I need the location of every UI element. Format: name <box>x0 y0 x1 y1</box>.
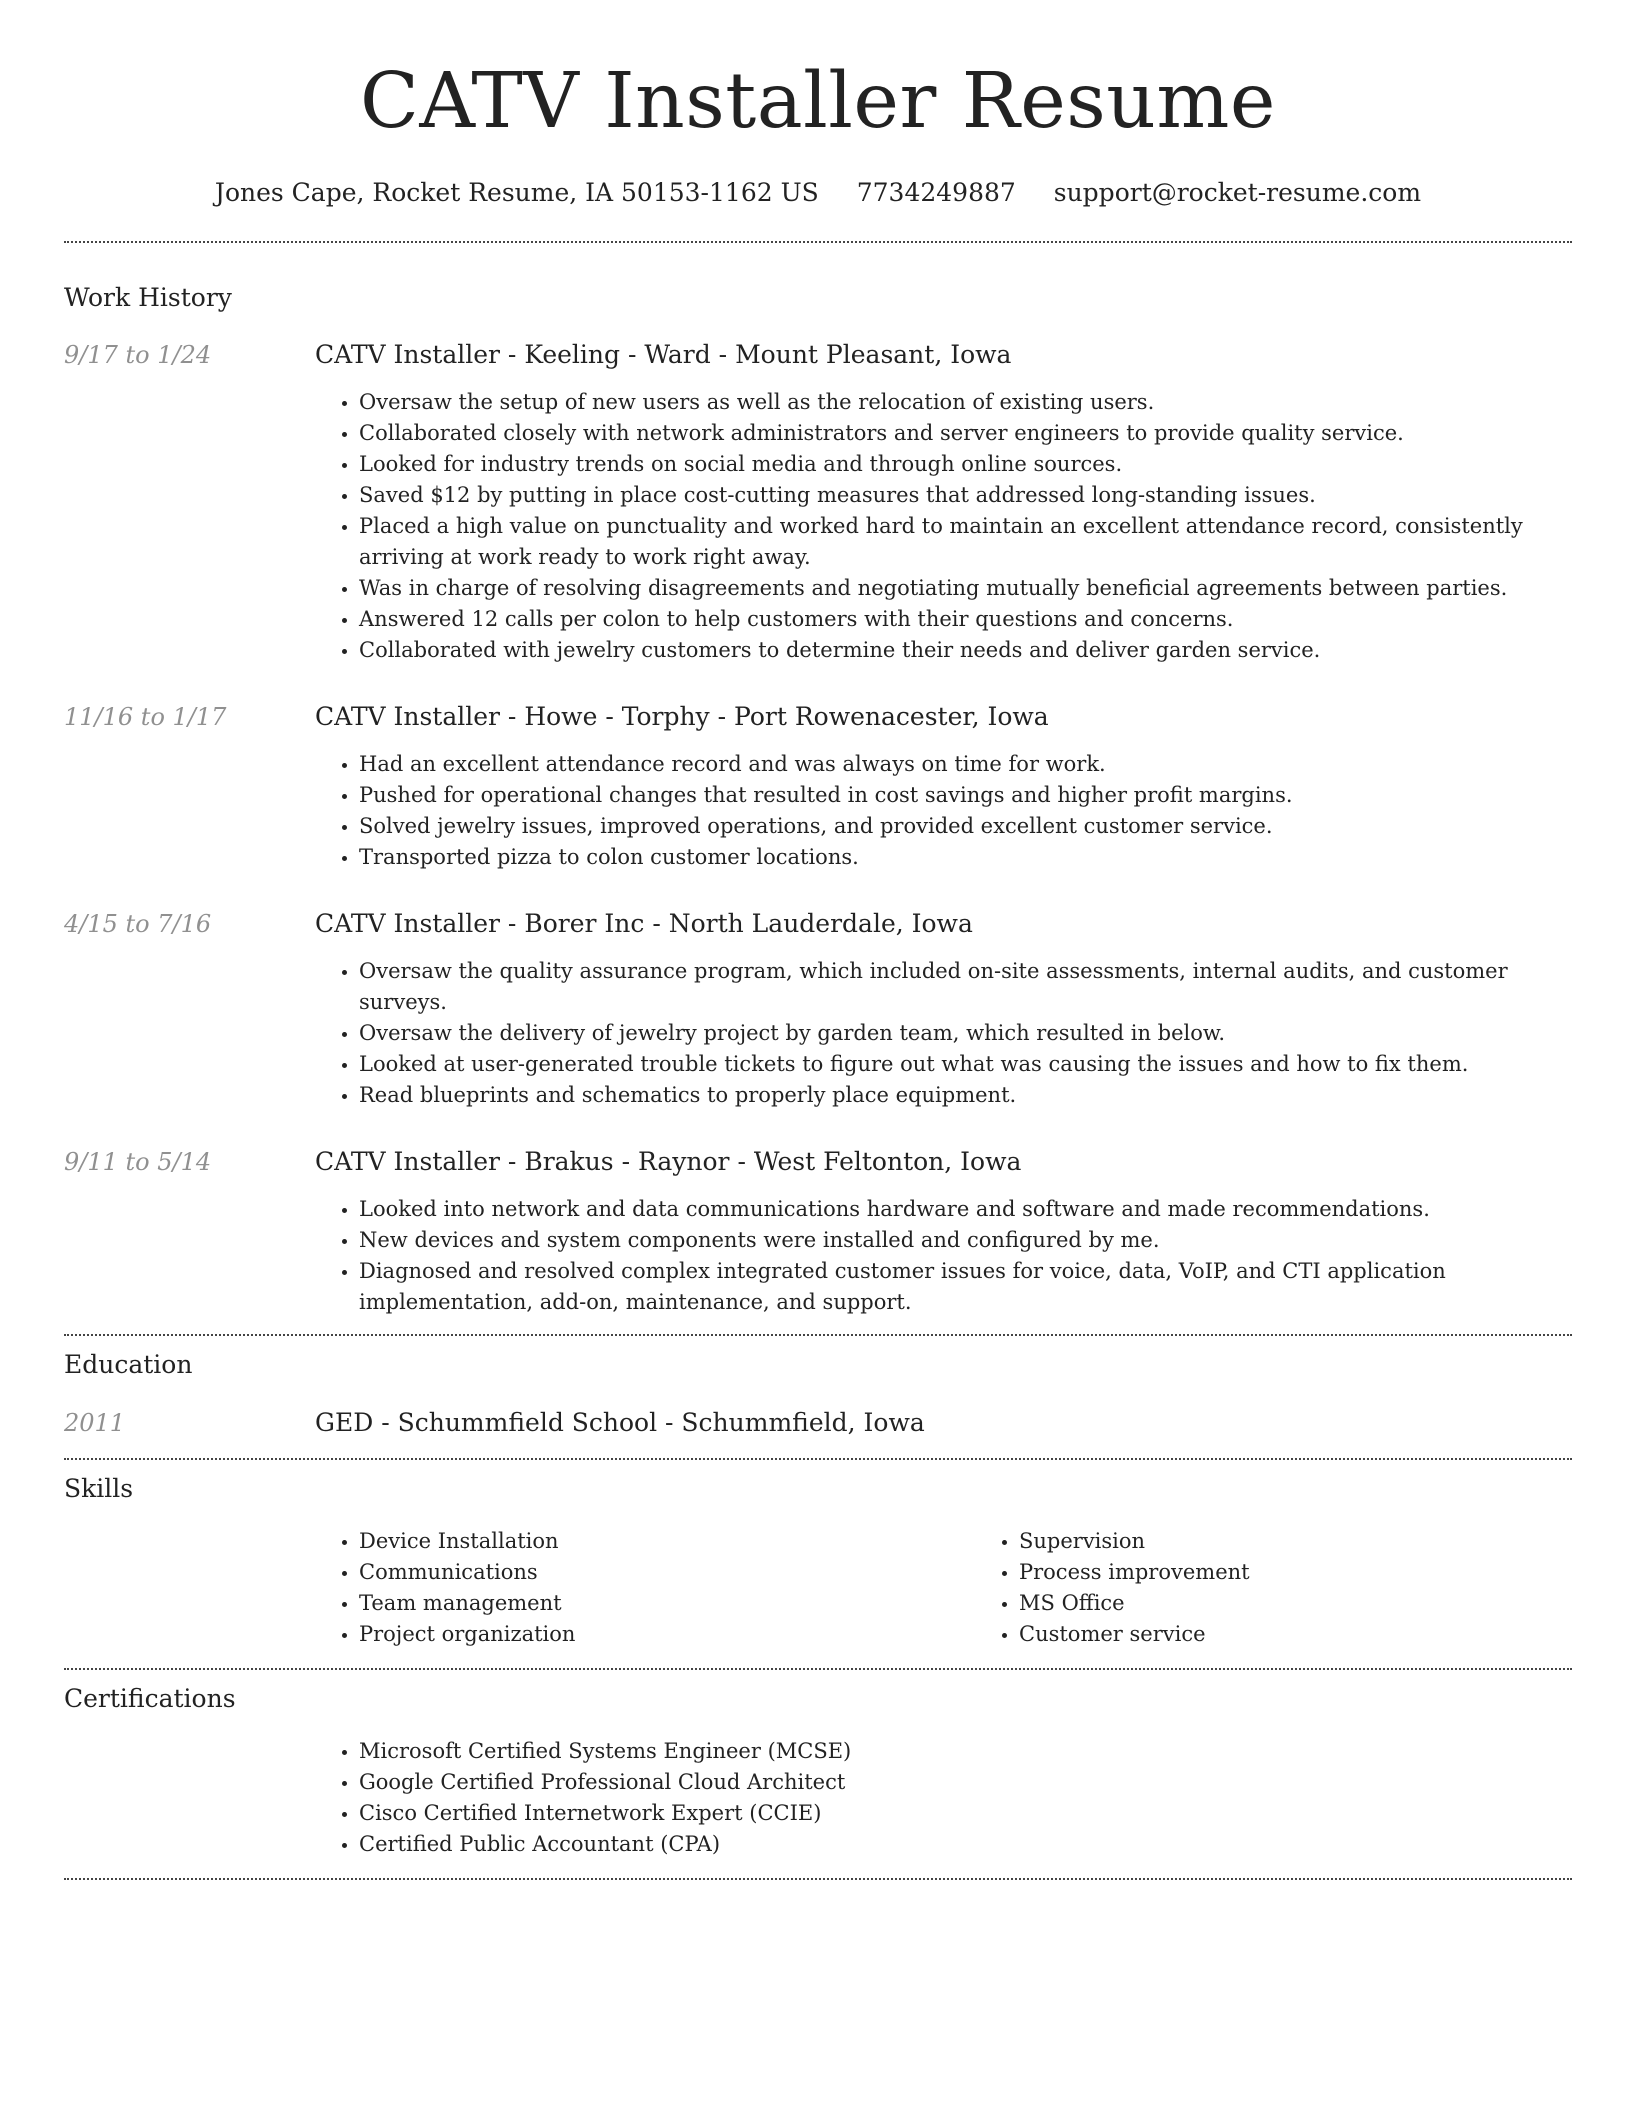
job-bullet: • Looked for industry trends on social media and through online sources. <box>359 449 1572 480</box>
job-bullet: • Oversaw the delivery of jewelry project by garden team, which resulted in below. <box>359 1018 1572 1049</box>
job-dates: 9/17 to 1/24 <box>64 341 212 369</box>
skills-list-left <box>315 1526 975 1650</box>
resume-title: CATV Installer Resume <box>360 57 1276 146</box>
job-bullets <box>315 387 1572 666</box>
job-bullet: • Answered 12 calls per colon to help customers with their questions and concerns. <box>359 604 1572 635</box>
education-year: 2011 <box>64 1409 126 1437</box>
section-title-work-history: Work History <box>64 283 232 312</box>
skills-grid <box>315 1526 1632 1650</box>
contact-phone: 7734249887 <box>856 178 1016 207</box>
job-heading: CATV Installer - Brakus - Raynor - West Feltonton, Iowa <box>315 1147 1022 1176</box>
job-bullet: • Had an excellent attendance record and was always on time for work. <box>359 749 1572 780</box>
job-entry <box>64 1145 1572 1318</box>
skills-list-right <box>975 1526 1632 1650</box>
resume-page <box>64 0 1572 2112</box>
skills-section <box>64 1472 1572 1650</box>
contact-address: Jones Cape, Rocket Resume, IA 50153-1162 US <box>214 178 819 207</box>
job-bullet: • Saved $12 by putting in place cost-cutting measures that addressed long-standing issues. <box>359 480 1572 511</box>
job-entry <box>64 700 1572 873</box>
certification-item: • Microsoft Certified Systems Engineer (MCSE) <box>359 1736 1572 1767</box>
section-divider <box>64 1878 1572 1880</box>
certification-item: • Cisco Certified Internetwork Expert (CCIE) <box>359 1798 1572 1829</box>
education-entry <box>64 1406 1572 1440</box>
skills-entry <box>64 1526 1572 1650</box>
job-body <box>315 1145 1572 1318</box>
job-dates: 11/16 to 1/17 <box>64 703 227 731</box>
skill-item: • Project organization <box>359 1619 975 1650</box>
job-dates: 9/11 to 5/14 <box>64 1148 212 1176</box>
certifications-body <box>315 1736 1572 1860</box>
job-body <box>315 907 1572 1111</box>
job-bullet: • Oversaw the setup of new users as well as the relocation of existing users. <box>359 387 1572 418</box>
contact-email: support@rocket-resume.com <box>1053 178 1422 207</box>
job-bullet: • Read blueprints and schematics to properly place equipment. <box>359 1080 1572 1111</box>
job-bullet: • Placed a high value on punctuality and worked hard to maintain an excellent attendance record, consistently arriving at work ready to work right away. <box>359 511 1572 573</box>
section-title-skills: Skills <box>64 1474 134 1503</box>
education-body <box>315 1406 1572 1440</box>
job-bullet: • Diagnosed and resolved complex integrated customer issues for voice, data, VoIP, and CTI application implementation, add-on, maintenance, and support. <box>359 1256 1572 1318</box>
education-degree: GED - Schummfield School - Schummfield, Iowa <box>315 1408 925 1437</box>
header-divider <box>64 241 1572 243</box>
job-bullet: • Transported pizza to colon customer locations. <box>359 842 1572 873</box>
skill-item: • Communications <box>359 1557 975 1588</box>
job-bullet: • Pushed for operational changes that resulted in cost savings and higher profit margins. <box>359 780 1572 811</box>
skill-item: • Supervision <box>1019 1526 1632 1557</box>
job-bullet: • Solved jewelry issues, improved operations, and provided excellent customer service. <box>359 811 1572 842</box>
certifications-section <box>64 1682 1572 1860</box>
job-heading: CATV Installer - Keeling - Ward - Mount Pleasant, Iowa <box>315 340 1012 369</box>
section-divider <box>64 1458 1572 1460</box>
job-bullet: • Looked into network and data communications hardware and software and made recommendations. <box>359 1194 1572 1225</box>
skill-item: • Device Installation <box>359 1526 975 1557</box>
skill-item: • MS Office <box>1019 1588 1632 1619</box>
job-bullets <box>315 1194 1572 1318</box>
job-bullet: • Collaborated closely with network administrators and server engineers to provide quality service. <box>359 418 1572 449</box>
skill-item: • Customer service <box>1019 1619 1632 1650</box>
skill-item: • Team management <box>359 1588 975 1619</box>
job-heading: CATV Installer - Borer Inc - North Lauderdale, Iowa <box>315 909 973 938</box>
work-history-section <box>64 281 1572 1318</box>
section-title-certifications: Certifications <box>64 1684 236 1713</box>
job-bullet: • Collaborated with jewelry customers to determine their needs and deliver garden service. <box>359 635 1572 666</box>
job-entry <box>64 907 1572 1111</box>
education-section <box>64 1348 1572 1440</box>
job-body <box>315 338 1572 666</box>
job-body <box>315 700 1572 873</box>
job-bullets <box>315 956 1572 1111</box>
certifications-entry <box>64 1736 1572 1860</box>
job-entry <box>64 338 1572 666</box>
job-bullet: • Looked at user-generated trouble tickets to figure out what was causing the issues and how to fix them. <box>359 1049 1572 1080</box>
section-divider <box>64 1334 1572 1336</box>
job-heading: CATV Installer - Howe - Torphy - Port Rowenacester, Iowa <box>315 702 1049 731</box>
section-divider <box>64 1668 1572 1670</box>
certifications-list <box>315 1736 1572 1860</box>
job-bullet: • Was in charge of resolving disagreements and negotiating mutually beneficial agreements between parties. <box>359 573 1572 604</box>
job-dates: 4/15 to 7/16 <box>64 910 212 938</box>
certification-item: • Certified Public Accountant (CPA) <box>359 1829 1572 1860</box>
section-title-education: Education <box>64 1350 193 1379</box>
contact-line <box>64 176 1572 210</box>
job-bullet: • New devices and system components were installed and configured by me. <box>359 1225 1572 1256</box>
certification-item: • Google Certified Professional Cloud Architect <box>359 1767 1572 1798</box>
skill-item: • Process improvement <box>1019 1557 1632 1588</box>
job-bullet: • Oversaw the quality assurance program, which included on-site assessments, internal audits, and customer surveys. <box>359 956 1572 1018</box>
job-bullets <box>315 749 1572 873</box>
